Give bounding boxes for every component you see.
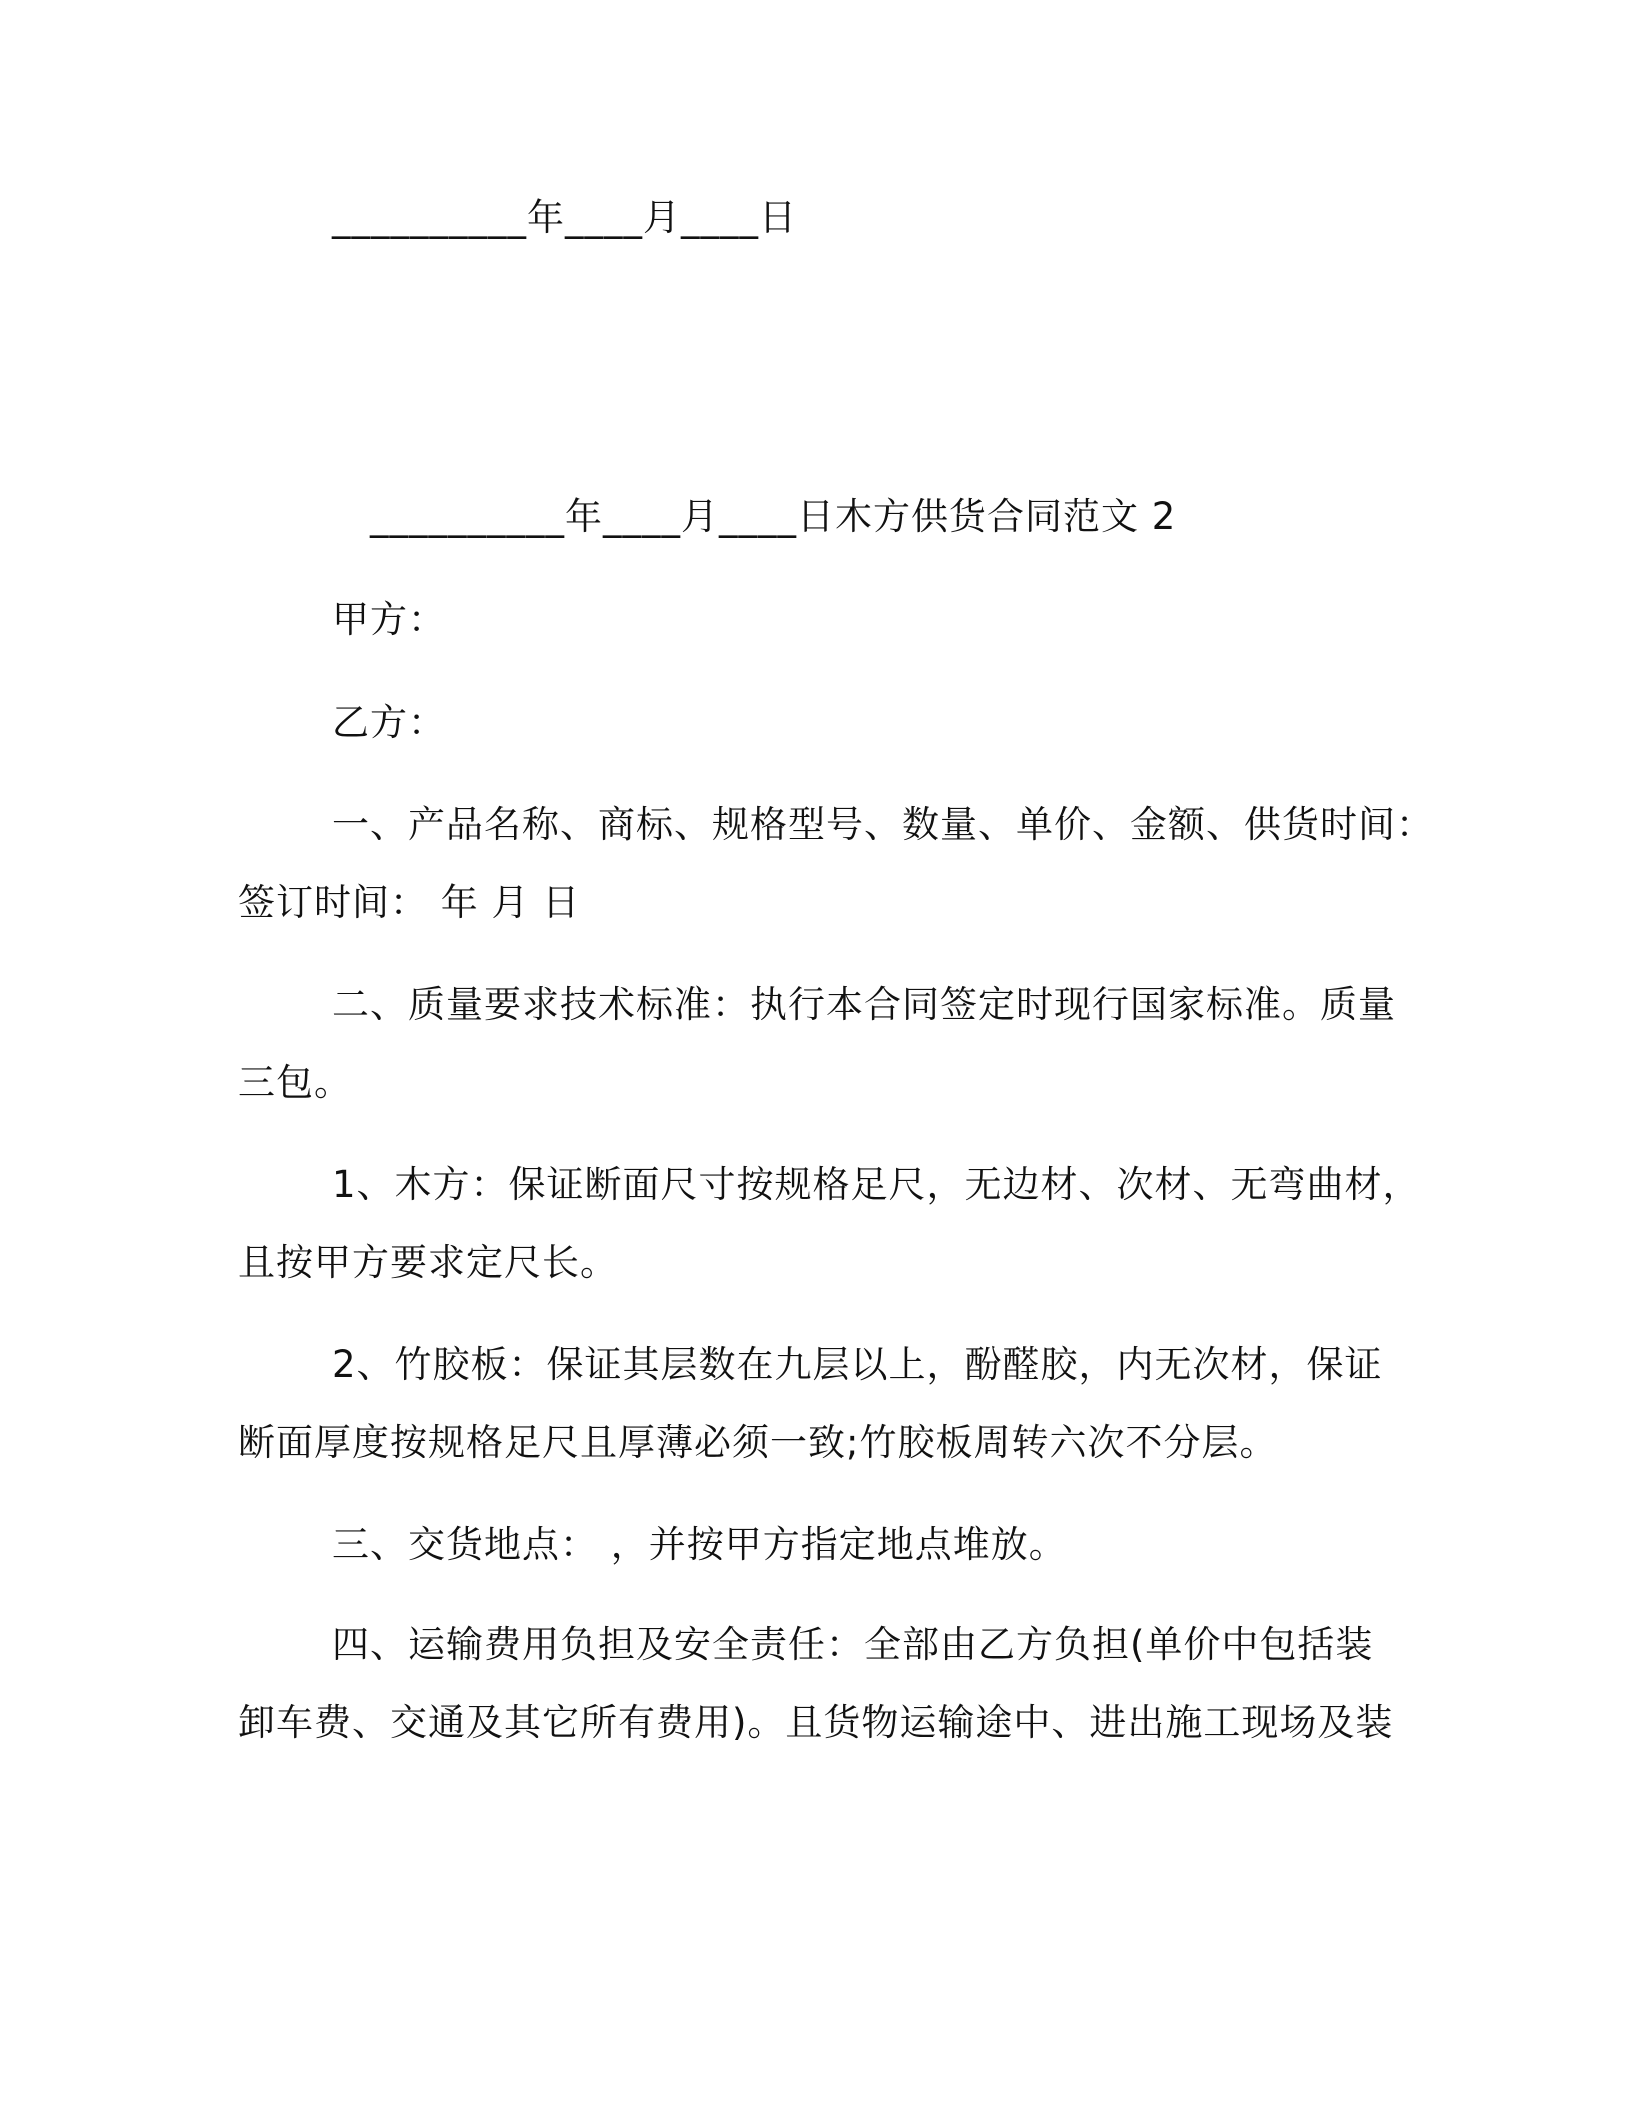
section1-line1: 一、产品名称、商标、规格型号、数量、单价、金额、供货时间： [332,803,1434,846]
item2-line1: 2、竹胶板：保证其层数在九层以上，酚醛胶，内无次材，保证 [332,1343,1383,1386]
section2-line1: 二、质量要求技术标准：执行本合同签定时现行国家标准。质量 [332,983,1396,1026]
section4-line1: 四、运输费用负担及安全责任：全部由乙方负担(单价中包括装 [332,1623,1374,1666]
section3-line1: 三、交货地点： ，并按甲方指定地点堆放。 [332,1523,1067,1566]
section2-line2: 三包。 [238,1061,352,1104]
section1-line2: 签订时间： 年 月 日 [238,881,581,924]
date-line: __________年____月____日 [332,196,797,239]
section4-line2: 卸车费、交通及其它所有费用)。且货物运输途中、进出施工现场及装 [238,1701,1394,1744]
item2-line2: 断面厚度按规格足尺且厚薄必须一致;竹胶板周转六次不分层。 [238,1421,1278,1464]
item1-line1: 1、木方：保证断面尺寸按规格足尺，无边材、次材、无弯曲材， [332,1163,1421,1206]
party-a-label: 甲方： [332,598,446,641]
item1-line2: 且按甲方要求定尺长。 [238,1241,618,1284]
party-b-label: 乙方： [332,701,446,744]
document-title: __________年____月____日木方供货合同范文 2 [370,495,1177,538]
